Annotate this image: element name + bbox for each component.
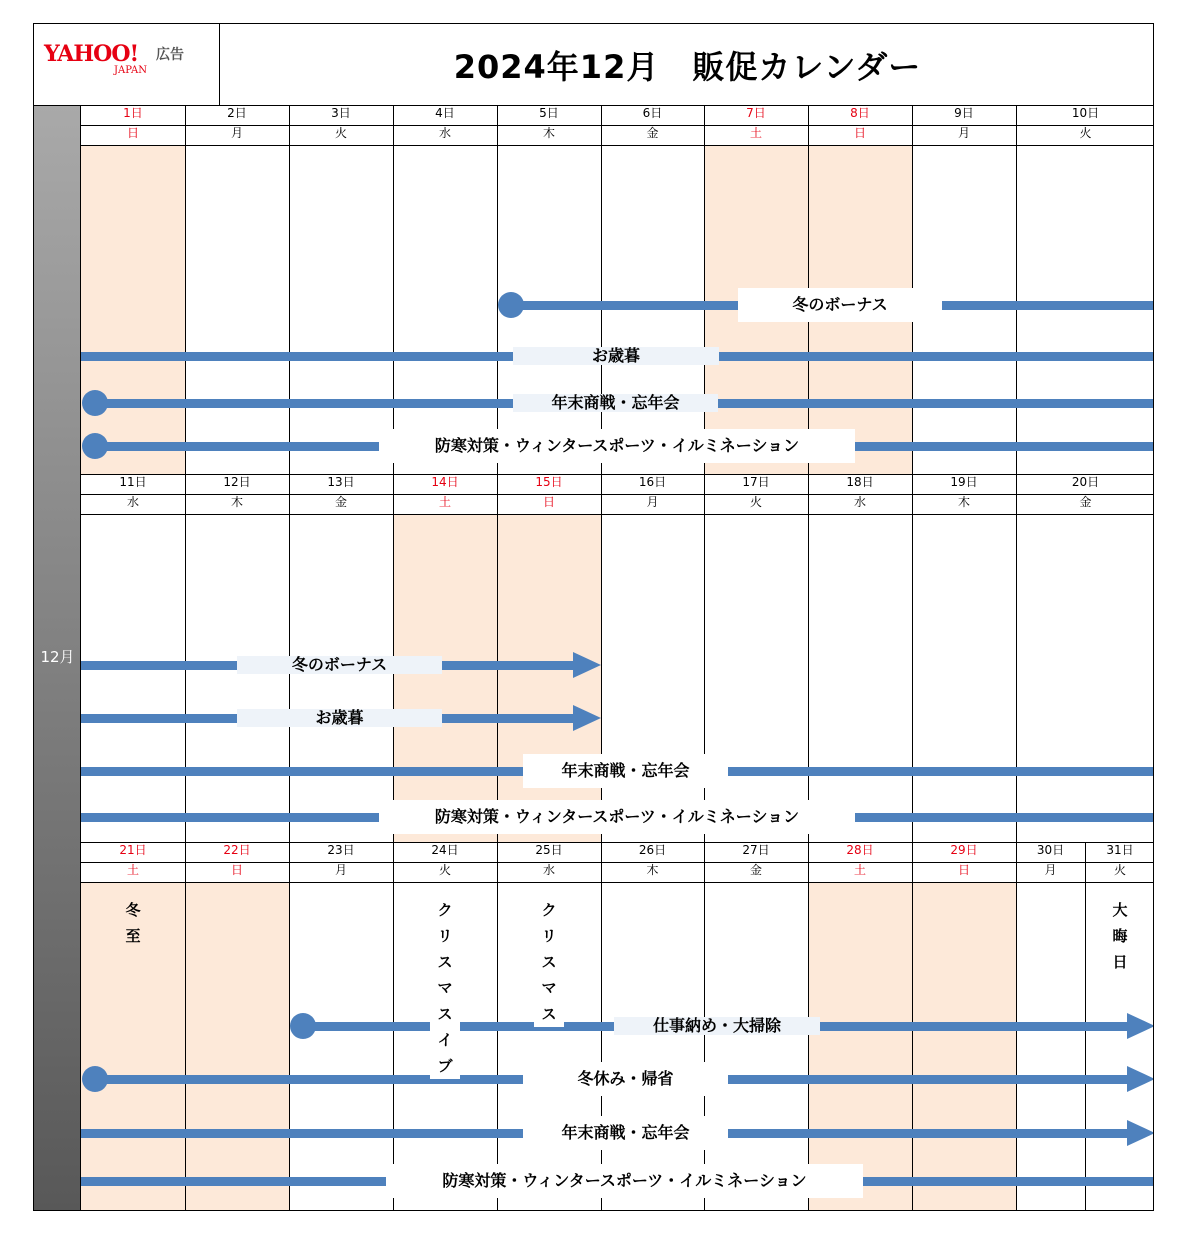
day-date: 26日 xyxy=(638,843,667,857)
weekend-shade xyxy=(912,882,1016,1211)
day-date: 30日 xyxy=(1036,843,1065,857)
column-line xyxy=(185,105,186,474)
day-of-week: 水 xyxy=(438,126,451,140)
day-of-week: 水 xyxy=(542,863,555,877)
day-date: 29日 xyxy=(950,843,978,857)
note-char: ス xyxy=(541,953,557,971)
page-title: 2024年12月 販促カレンダー xyxy=(453,47,922,86)
day-of-week: 日 xyxy=(957,863,970,877)
note-char: ス xyxy=(437,1005,453,1023)
day-of-week: 月 xyxy=(957,126,970,140)
column-line xyxy=(1016,105,1017,474)
day-of-week: 月 xyxy=(334,863,347,877)
event-label: 年末商戦・忘年会 xyxy=(523,754,728,788)
day-date: 12日 xyxy=(223,475,251,489)
logo-sub: JAPAN xyxy=(114,65,148,76)
day-of-week: 日 xyxy=(542,495,555,509)
day-date: 2日 xyxy=(227,106,247,120)
day-of-week: 水 xyxy=(126,495,139,509)
weekend-shade xyxy=(81,145,185,474)
calendar-grid xyxy=(34,24,1154,1211)
event-label: 防寒対策・ウィンタースポーツ・イルミネーション xyxy=(386,1164,863,1198)
dow-row-divider xyxy=(81,882,1154,883)
note-char: ス xyxy=(437,953,453,971)
column-line xyxy=(185,474,186,842)
note-char: 日 xyxy=(1112,953,1128,971)
column-line xyxy=(1016,474,1017,842)
event-start-dot xyxy=(498,292,524,318)
day-date: 28日 xyxy=(846,843,874,857)
vertical-note xyxy=(534,897,564,1027)
day-date: 10日 xyxy=(1071,106,1100,120)
event-label: 仕事納め・大掃除 xyxy=(614,1017,820,1035)
event-label: お歳暮 xyxy=(513,347,719,365)
day-date: 27日 xyxy=(742,843,770,857)
column-line xyxy=(497,105,498,474)
event-start-dot xyxy=(82,390,108,416)
day-of-week: 火 xyxy=(1079,126,1092,140)
day-date: 1日 xyxy=(123,106,143,120)
event-label: 年末商戦・忘年会 xyxy=(523,1116,728,1150)
event-start-dot xyxy=(82,433,108,459)
day-date: 7日 xyxy=(746,106,766,120)
day-date: 17日 xyxy=(742,475,770,489)
day-date: 14日 xyxy=(431,475,459,489)
day-date: 25日 xyxy=(535,843,563,857)
column-line xyxy=(497,474,498,842)
day-date: 11日 xyxy=(119,475,147,489)
day-date: 20日 xyxy=(1071,475,1100,489)
day-date: 24日 xyxy=(431,843,459,857)
column-line xyxy=(185,842,186,1211)
vertical-note xyxy=(1105,897,1135,975)
event-arrow-head xyxy=(1127,1066,1154,1092)
column-line xyxy=(808,474,809,842)
day-date: 21日 xyxy=(119,843,147,857)
day-date: 19日 xyxy=(950,475,978,489)
day-date: 5日 xyxy=(539,106,559,120)
note-char: ス xyxy=(541,1005,557,1023)
day-date: 6日 xyxy=(642,106,663,120)
day-of-week: 水 xyxy=(853,495,866,509)
day-of-week: 木 xyxy=(646,863,659,877)
event-arrow-head xyxy=(573,705,601,731)
month-label: 12月 xyxy=(40,648,75,666)
column-line xyxy=(912,474,913,842)
dow-row-divider xyxy=(81,145,1154,146)
weekend-shade xyxy=(393,514,497,842)
day-of-week: 月 xyxy=(1044,863,1057,877)
day-of-week: 金 xyxy=(749,863,762,877)
note-char: イ xyxy=(437,1031,453,1049)
header-divider xyxy=(34,105,1154,106)
day-date: 22日 xyxy=(223,843,251,857)
day-of-week: 日 xyxy=(853,126,866,140)
day-of-week: 月 xyxy=(646,495,659,509)
day-date: 15日 xyxy=(535,475,563,489)
weekend-shade xyxy=(808,882,912,1211)
day-of-week: 月 xyxy=(230,126,243,140)
weekend-shade xyxy=(497,514,601,842)
day-of-week: 日 xyxy=(126,126,139,140)
note-char: 晦 xyxy=(1112,927,1128,945)
vertical-note xyxy=(430,897,460,1079)
event-label: 防寒対策・ウィンタースポーツ・イルミネーション xyxy=(379,800,855,834)
event-arrow-head xyxy=(1127,1013,1154,1039)
day-date: 13日 xyxy=(327,475,355,489)
note-char: 大 xyxy=(1112,901,1128,919)
day-of-week: 火 xyxy=(334,126,347,140)
note-char: 冬 xyxy=(125,901,141,919)
logo-ad-label: 広告 xyxy=(156,47,184,63)
day-of-week: 金 xyxy=(646,126,659,140)
note-char: リ xyxy=(541,927,557,945)
month-bar xyxy=(34,105,81,1211)
note-char: マ xyxy=(437,979,453,997)
day-of-week: 火 xyxy=(1113,863,1126,877)
day-date: 31日 xyxy=(1106,843,1134,857)
weekend-shade xyxy=(185,882,289,1211)
event-start-dot xyxy=(82,1066,108,1092)
column-line xyxy=(393,105,394,474)
column-line xyxy=(704,105,705,474)
day-of-week: 土 xyxy=(438,495,451,509)
logo-text: YAHOO! xyxy=(44,41,139,67)
day-of-week: 火 xyxy=(749,495,762,509)
yahoo-ads-logo xyxy=(34,24,220,105)
day-of-week: 土 xyxy=(749,126,762,140)
day-of-week: 火 xyxy=(438,863,451,877)
day-of-week: 金 xyxy=(1079,495,1092,509)
day-of-week: 木 xyxy=(230,495,243,509)
day-date: 9日 xyxy=(954,106,974,120)
event-label: 冬休み・帰省 xyxy=(523,1062,728,1096)
note-char: マ xyxy=(541,979,557,997)
note-char: ク xyxy=(437,901,453,919)
event-start-dot xyxy=(290,1013,316,1039)
event-label: 冬のボーナス xyxy=(738,288,942,322)
vertical-note xyxy=(118,897,148,949)
column-line xyxy=(601,105,602,474)
note-char: ク xyxy=(541,901,557,919)
day-of-week: 日 xyxy=(230,863,243,877)
day-of-week: 木 xyxy=(542,126,555,140)
day-date: 3日 xyxy=(331,106,351,120)
day-date: 16日 xyxy=(638,475,667,489)
day-of-week: 土 xyxy=(853,863,866,877)
day-of-week: 土 xyxy=(126,863,139,877)
event-label: お歳暮 xyxy=(237,709,442,727)
event-label: 防寒対策・ウィンタースポーツ・イルミネーション xyxy=(379,429,855,463)
column-line xyxy=(289,105,290,474)
event-arrow-head xyxy=(1127,1120,1154,1146)
note-char: 至 xyxy=(125,927,141,945)
event-label: 年末商戦・忘年会 xyxy=(513,394,718,412)
day-date: 4日 xyxy=(435,106,455,120)
note-char: ブ xyxy=(437,1057,453,1075)
day-date: 8日 xyxy=(850,106,870,120)
day-of-week: 木 xyxy=(957,495,970,509)
note-char: リ xyxy=(437,927,453,945)
event-arrow-head xyxy=(573,652,601,678)
day-of-week: 金 xyxy=(334,495,347,509)
promo-calendar xyxy=(33,23,1154,1211)
day-date: 18日 xyxy=(846,475,874,489)
dow-row-divider xyxy=(81,514,1154,515)
event-label: 冬のボーナス xyxy=(237,656,442,674)
day-date: 23日 xyxy=(327,843,355,857)
